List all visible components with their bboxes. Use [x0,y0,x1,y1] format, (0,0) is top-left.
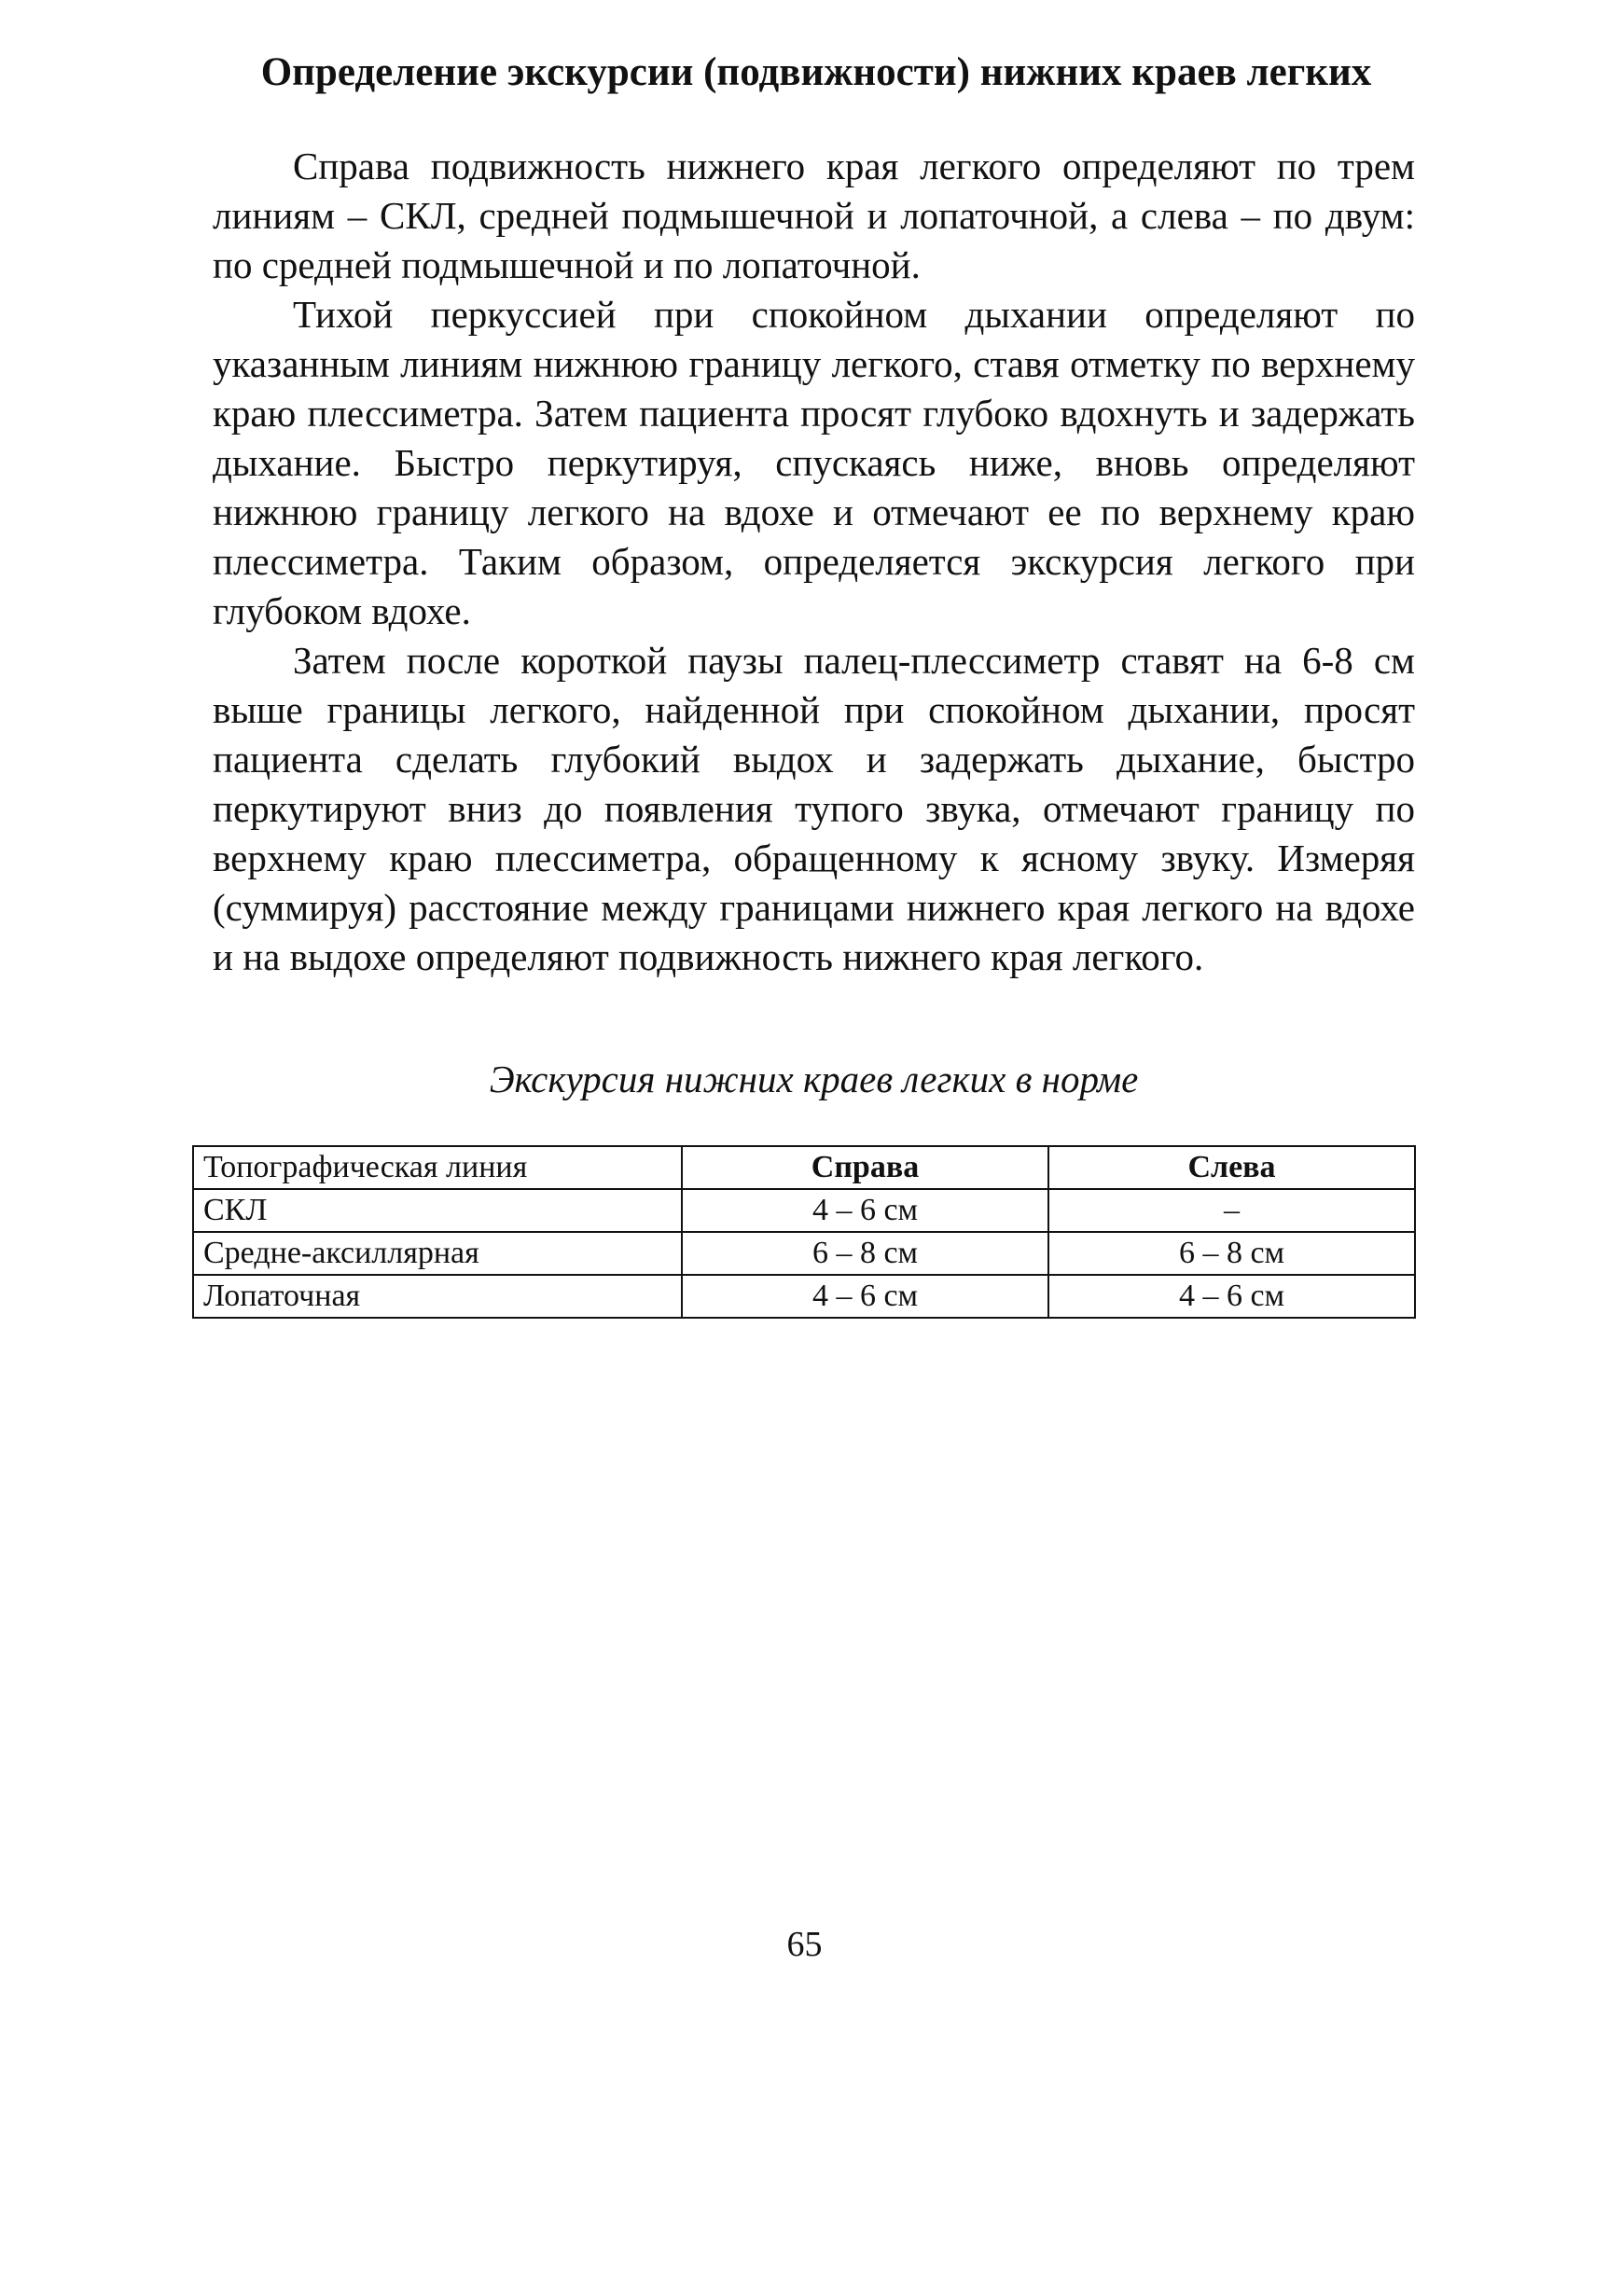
table-caption: Экскурсия нижних краев легких в норме [489,1058,1139,1100]
cell-right-value: 4 – 6 см [682,1275,1048,1318]
paragraph: Тихой перкуссией при спокойном дыхании определяют по указанным линиям нижнюю границу легкого, ставя отметку по верхнему краю плессиметра. Затем пациента просят глубоко вдохнуть и задержать дыхание. Быстро перкутируя, спускаясь ниже, вновь определяют нижнюю границу легкого на вдохе и отмечают ее по верхнему краю плессиметра. Таким образом, определяется экскурсия легкого при глубоком вдохе. [213,293,1415,632]
table-header-row [193,1146,1415,1189]
cell-right-value: 4 – 6 см [682,1189,1048,1232]
paragraph: Справа подвижность нижнего края легкого определяют по трем линиям – СКЛ, средней подмышечной и лопаточной, а слева – по двум: по средней подмышечной и по лопаточной. [213,145,1415,286]
paragraph: Затем после короткой паузы палец-плессиметр ставят на 6-8 см выше границы легкого, найденной при спокойном дыхании, просят пациента сделать глубокий выдох и задержать дыхание, быстро перкутируют вниз до появления тупого звука, отмечают границу по верхнему краю плессиметра, обращенному к ясному звуку. Измеряя (суммируя) расстояние между границами нижнего края легкого на вдохе и на выдохе определяют подвижность нижнего края легкого. [213,639,1415,978]
table-row [193,1275,1415,1318]
header-topographic-line: Топографическая линия [193,1146,682,1189]
header-right: Справа [682,1146,1048,1189]
body-text [213,142,1415,982]
cell-left-value: – [1048,1189,1415,1232]
table-row [193,1232,1415,1275]
section-title: Определение экскурсии (подвижности) нижних краев легких [260,50,1372,94]
page-number: 65 [786,1925,823,1964]
cell-line-name: Лопаточная [193,1275,682,1318]
cell-left-value: 6 – 8 см [1048,1232,1415,1275]
cell-line-name: Средне-аксиллярная [193,1232,682,1275]
cell-line-name: СКЛ [193,1189,682,1232]
cell-right-value: 6 – 8 см [682,1232,1048,1275]
header-left: Слева [1048,1146,1415,1189]
excursion-norm-table [192,1145,1416,1319]
cell-left-value: 4 – 6 см [1048,1275,1415,1318]
table-row [193,1189,1415,1232]
